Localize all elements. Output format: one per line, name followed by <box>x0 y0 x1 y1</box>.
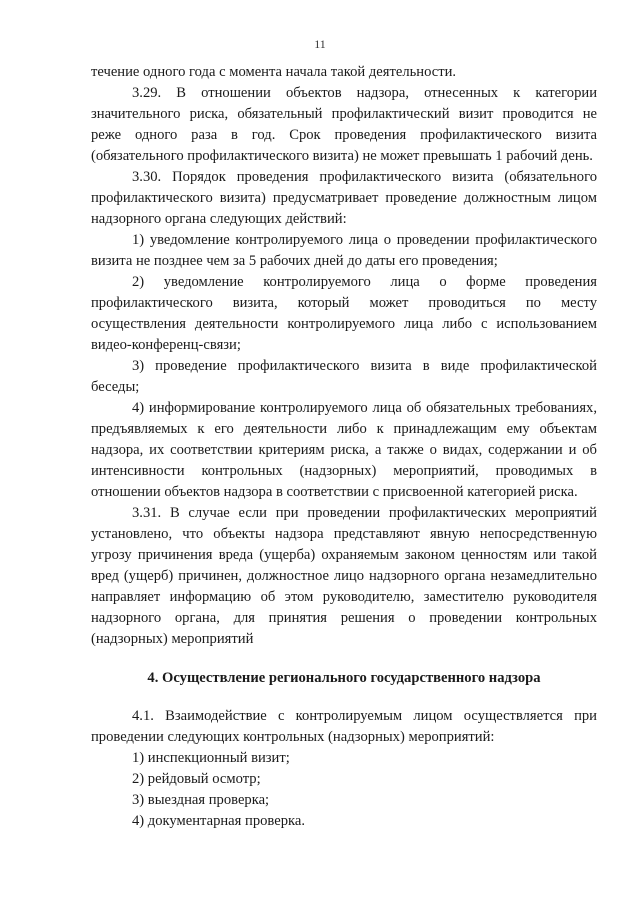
paragraph-continuation: течение одного года с момента начала такой деятельности. <box>91 64 457 80</box>
list-item: 2) рейдовый осмотр; <box>132 771 261 787</box>
paragraph-3-30-item-2: 2) уведомление контролируемого лица о форме проведения профилактического визита, который может проводиться по месту осуществления деятельности контролируемого лица либо с использованием видео-конференц-связи; <box>91 274 597 353</box>
list-item: 3) выездная проверка; <box>132 792 270 808</box>
list-item: 1) инспекционный визит; <box>132 750 290 766</box>
paragraph-3-30-item-3: 3) проведение профилактического визита в виде профилактической беседы; <box>91 358 597 395</box>
page-number: 11 <box>314 37 326 51</box>
paragraph-3-30: 3.30. Порядок проведения профилактического визита (обязательного профилактического визита) предусматривает проведение должностным лицом надзорного органа следующих действий: <box>91 169 597 227</box>
paragraph-3-29: 3.29. В отношении объектов надзора, отнесенных к категории значительного риска, обязательный профилактический визит проводится не реже одного раза в год. Срок проведения профилактического визита (обязательного профилактического визита) не может превышать 1 рабочий день. <box>91 85 597 164</box>
paragraph-3-30-item-1: 1) уведомление контролируемого лица о проведении профилактического визита не позднее чем за 5 рабочих дней до даты его проведения; <box>91 232 597 269</box>
section-heading: 4. Осуществление регионального государственного надзора <box>147 670 541 686</box>
page-content <box>91 62 597 832</box>
paragraph-3-30-item-4: 4) информирование контролируемого лица об обязательных требованиях, предъявляемых к его деятельности либо к принадлежащим ему объектам надзора, их соответствии критериям риска, а также о видах, содержании и об интенсивности контрольных (надзорных) мероприятий, проводимых в отношении объектов надзора в соответствии с присвоенной категорией риска. <box>91 400 597 500</box>
list-item: 4) документарная проверка. <box>132 813 305 829</box>
paragraph-3-31: 3.31. В случае если при проведении профилактических мероприятий установлено, что объекты надзора представляют явную непосредственную угрозу причинения вреда (ущерба) охраняемым законом ценностям или такой вред (ущерб) причинен, должностное лицо надзорного органа незамедлительно направляет информацию об этом руководителю, заместителю руководителя надзорного органа, для принятия решения о проведении контрольных (надзорных) мероприятий <box>91 505 597 647</box>
paragraph-4-1: 4.1. Взаимодействие с контролируемым лицом осуществляется при проведении следующих контрольных (надзорных) мероприятий: <box>91 708 597 745</box>
